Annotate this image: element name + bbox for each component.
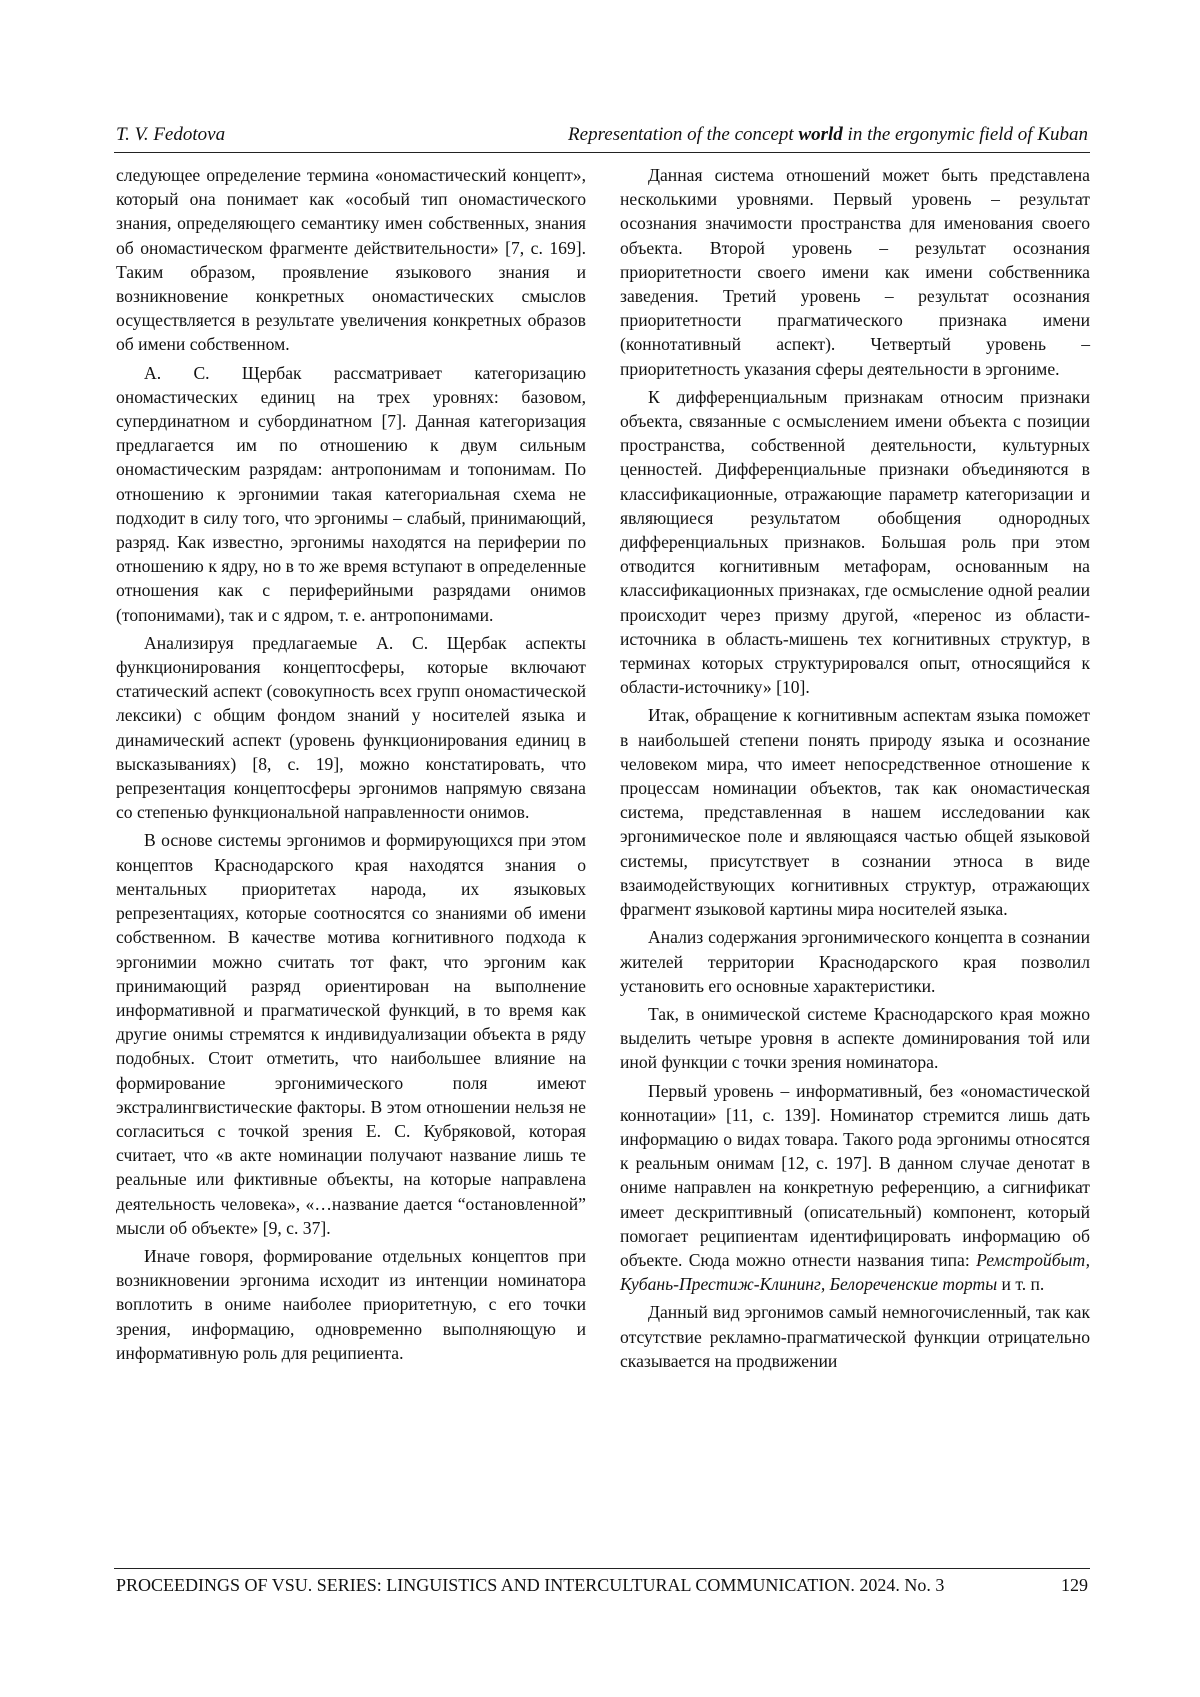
paragraph: Итак, обращение к когнитивным аспектам языка поможет в наибольшей степени понять природу языка и осознание человеком мира, что имеет непосредственное отношение к процессам номинации объектов, так как ономастическая система, представленная в нашем исследовании как эргонимическое поле и являющаяся частью общей языковой системы, присутствует в сознании этноса в виде взаимодействующих когнитивных структур, отражающих фрагмент языковой картины мира носителей языка. [620,705,1090,920]
page-number: 129 [1061,1575,1088,1595]
header-title [568,124,1088,146]
paragraph-text: Первый уровень – информативный, без «ономастической коннотации» [11, с. 139]. Номинатор стремится лишь дать информацию о видах товара. Такого рода эргонимы относятся к реальным онимам [12, с. 197]. В данном случае денотат в ониме направлен на конкретную референцию, а сигнификат имеет дескриптивный (описательный) компонент, который помогает реципиентам идентифицировать информацию об объекте. Сюда можно отнести названия типа: [620,1080,1090,1270]
paragraph: Анализируя предлагаемые А. С. Щербак аспекты функционирования концептосферы, которые включают статический аспект (совокупность всех групп ономастической лексики) с общим фондом знаний у носителей языка и динамический аспект (уровень функционирования единиц в высказываниях) [8, с. 19], можно констатировать, что репрезентация концептосферы эргонимов напрямую связана со степенью функциональной направленности онимов. [116,632,586,823]
running-footer [114,1568,1090,1595]
running-header [114,122,1090,153]
paragraph: В основе системы эргонимов и формирующихся при этом концептов Краснодарского края находятся знания о ментальных приоритетах народа, их языковых репрезентациях, которые соотносятся со знаниями об имени собственном. В качестве мотива когнитивного подхода к эргонимии можно считать тот факт, что эргоним как принимающий разряд ориентирован на выполнение информативной и прагматической функций, в то время как другие онимы стремятся к индивидуализации объекта в ряду подобных. Стоит отметить, что наибольшее влияние на формирование эргонимического поля имеют экстралингвистические факторы. В этом отношении нельзя не согласиться с точкой зрения Е. С. Кубряковой, которая считает, что «в акте номинации получают название лишь те реальные или фиктивные объекты, на которые направлена деятельность человека», «…название дается “остановленной” мысли об объекте» [9, с. 37]. [116,830,586,1238]
paragraph: А. С. Щербак рассматривает категоризацию ономастических единиц на трех уровнях: базовом, супердинатном и субординатном [7]. Данная категоризация предлагается им по отношению к двум сильным ономастическим разрядам: антропонимам и топонимам. По отношению к эргонимии такая категориальная схема не подходит в силу того, что эргонимы – слабый, принимающий, разряд. Как известно, эргонимы находятся на периферии по отношению к ядру, но в то же время вступают в определенные отношения как с периферийными разрядами онимов (топонимами), так и с ядром, т. е. антропонимами. [116,362,586,625]
paragraph [620,1079,1090,1297]
paragraph: Данный вид эргонимов самый немногочисленный, так как отсутствие рекламно-прагматической функции отрицательно сказывается на продвижении [620,1302,1090,1371]
paragraph: следующее определение термина «ономастический концепт», который она понимает как «особый тип ономастического знания, определяющего семантику имен собственных, знания об ономастическом фрагменте действительности» [7, с. 169]. Таким образом, проявление языкового знания и возникновение конкретных ономастических смыслов осуществляется в результате увеличения конкретных образов об имени собственном. [116,165,586,355]
paragraph: Данная система отношений может быть представлена несколькими уровнями. Первый уровень – результат осознания значимости пространства для именования своего объекта. Второй уровень – результат осознания приоритетности своего имени как имени собственника заведения. Третий уровень – результат осознания приоритетности прагматического признака имени (коннотативный аспект). Четвертый уровень – приоритетность указания сферы деятельности в эргониме. [620,165,1090,379]
paragraph: Так, в онимической системе Краснодарского края можно выделить четыре уровня в аспекте доминирования той или иной функции с точки зрения номинатора. [620,1003,1090,1073]
paragraph: Анализ содержания эргонимического концепта в сознании жителей территории Краснодарского края позволил установить его основные характеристики. [620,927,1090,996]
header-author: T. V. Fedotova [116,124,226,145]
ergonym-examples: Ремстройбыт, Кубань-Престиж-Клининг, Белореченские торты [620,1249,1090,1295]
footer-journal: PROCEEDINGS OF VSU. SERIES: LINGUISTICS AND INTERCULTURAL COMMUNICATION. 2024. No. 3 [116,1575,945,1595]
paragraph-text: и т. п. [997,1274,1045,1295]
right-column [620,163,1090,1373]
header-title-after: in the ergonymic field of Kuban [842,124,1088,145]
paragraph: К дифференциальным признакам относим признаки объекта, связанные с осмыслением имени объекта с позиции пространства, собственной деятельности, культурных ценностей. Дифференциальные признаки объединяются в классификационные, отражающие параметр категоризации и являющиеся результатом обобщения однородных дифференциальных признаков. Большая роль при этом отводится когнитивным метафорам, основанным на классификационных признаках, где осмысление одной реалии происходит через призму другой, «перенос из области-источника в область-мишень тех когнитивных структур, в терминах которых структурировался опыт, относящийся к области-источнику» [10]. [620,386,1090,698]
paragraph: Иначе говоря, формирование отдельных концептов при возникновении эргонима исходит из интенции номинатора воплотить в ониме наиболее приоритетную, с его точки зрения, информацию, одновременно выполняющую и информативную роль для реципиента. [116,1245,586,1363]
header-title-bold: world [798,124,843,145]
left-column [116,163,586,1365]
header-title-before: Representation of the concept [568,124,799,145]
